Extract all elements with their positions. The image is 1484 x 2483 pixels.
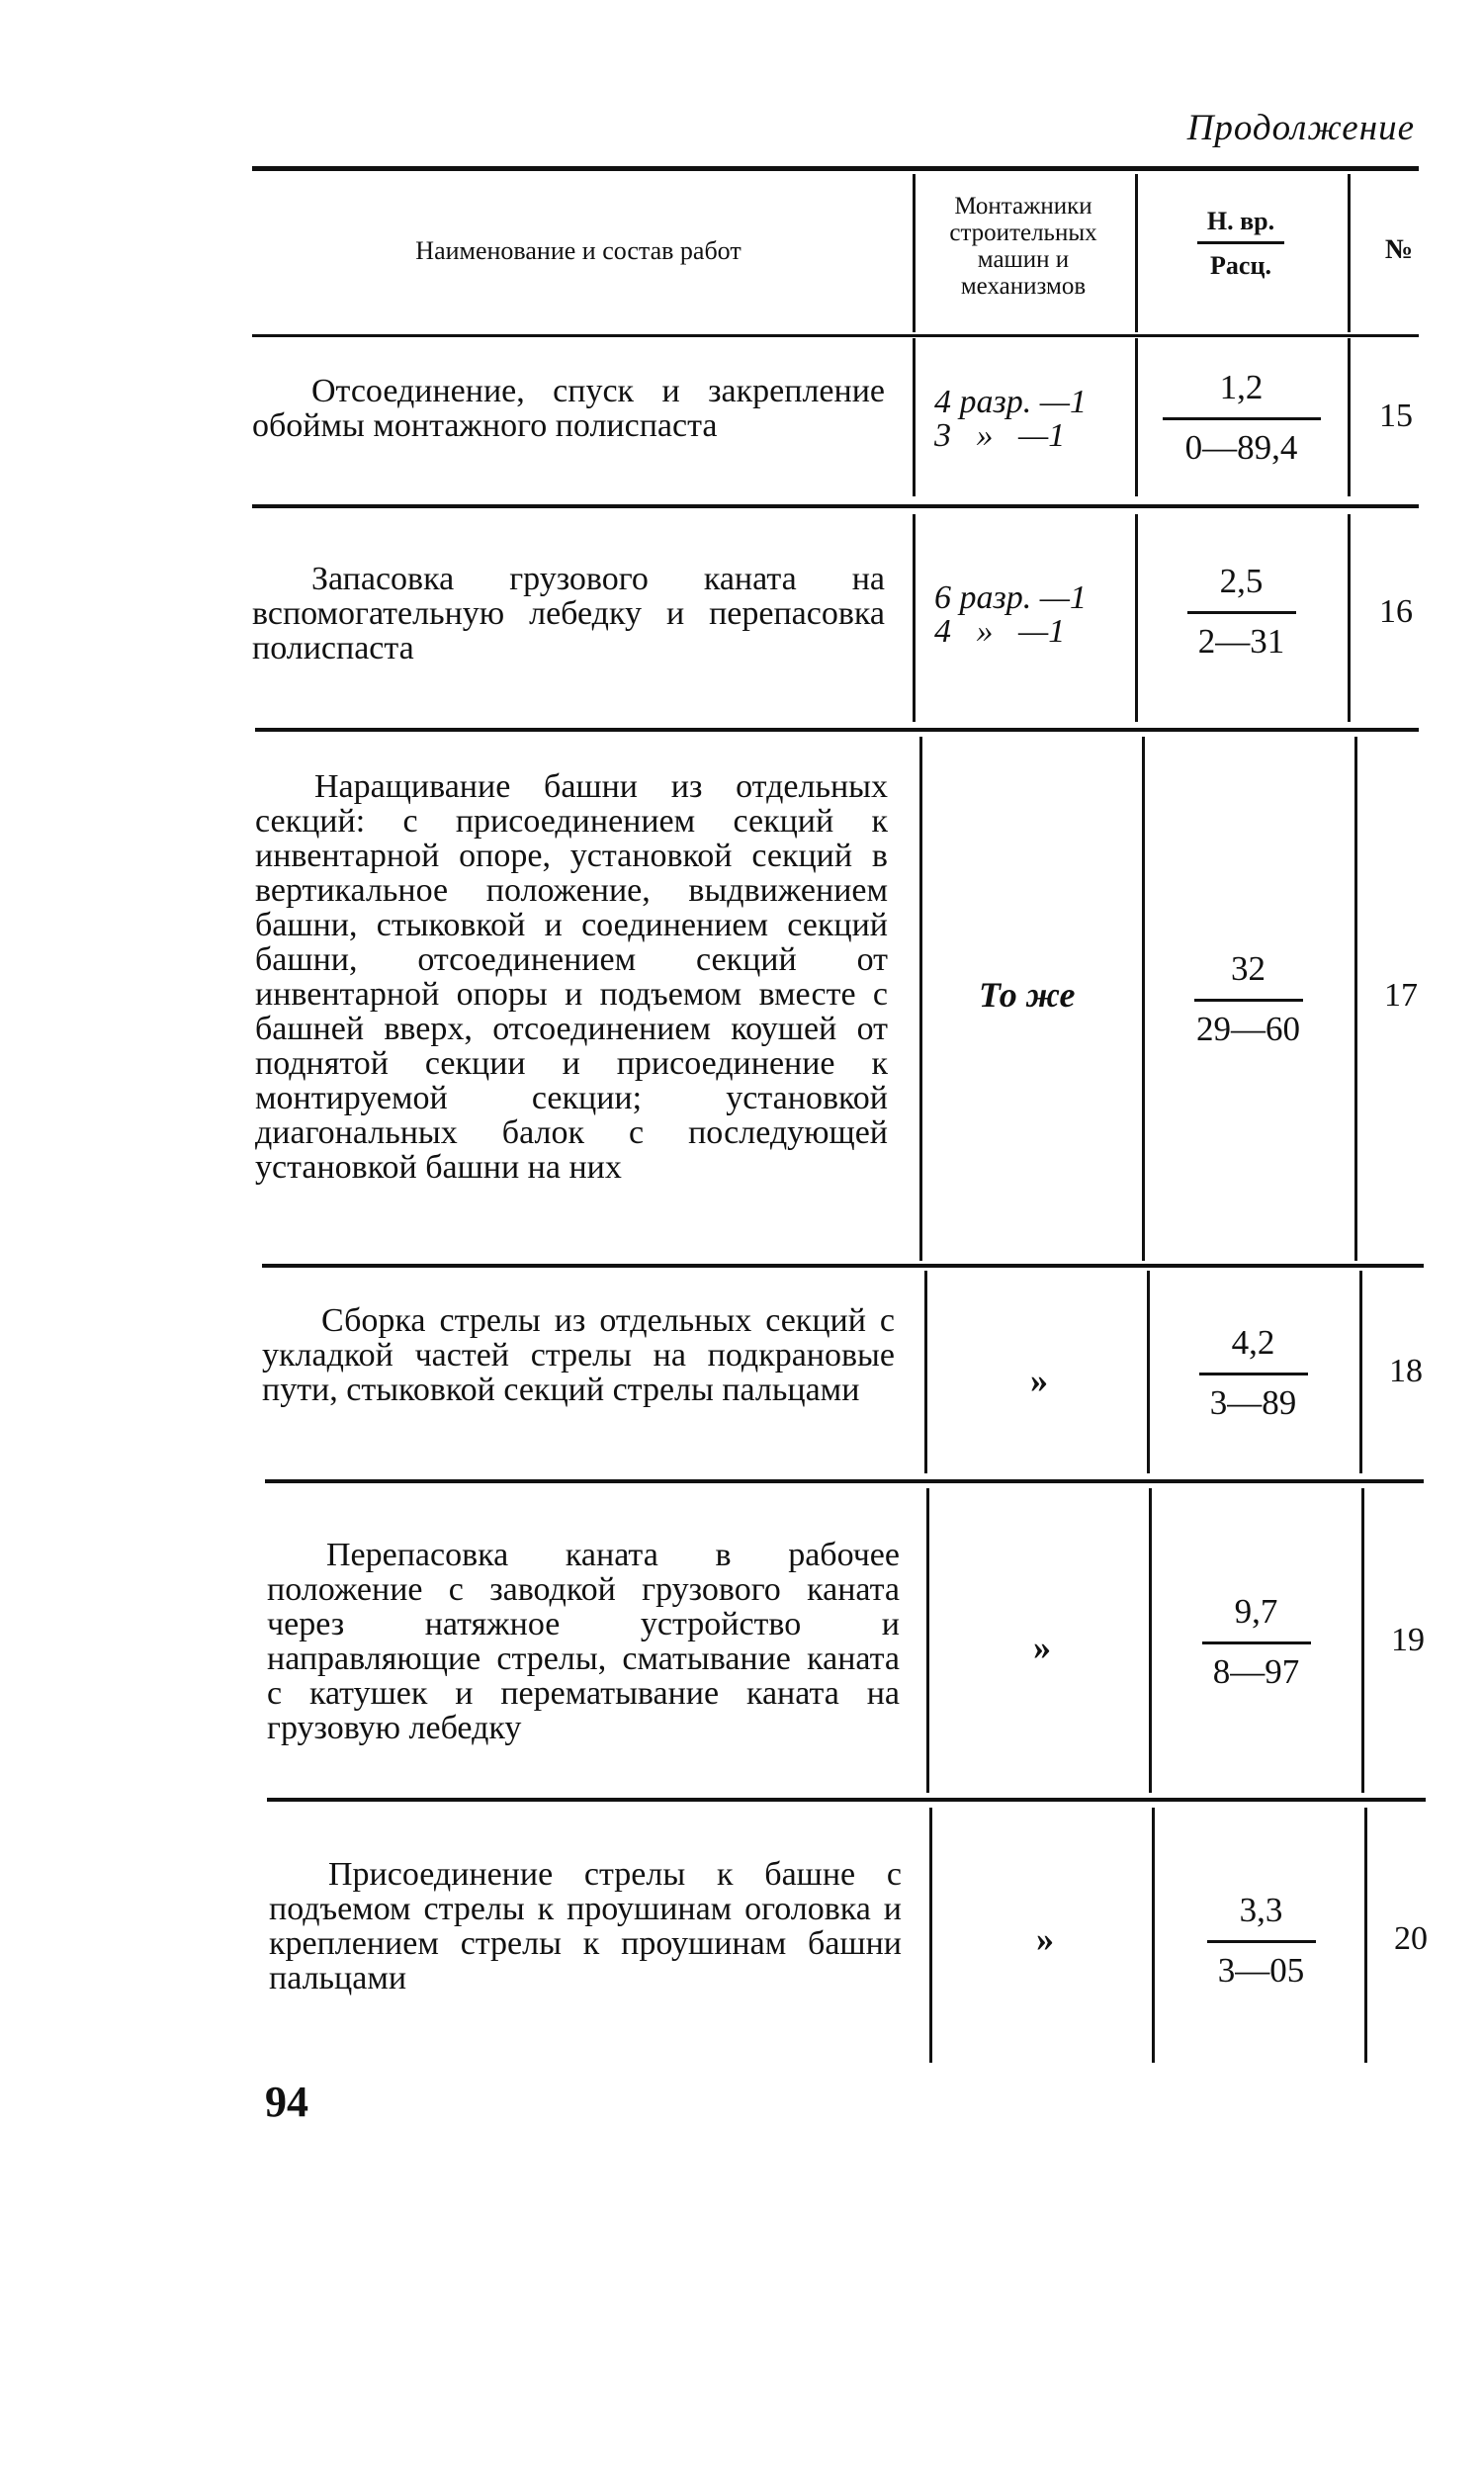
row-rule [267, 1798, 1426, 1802]
work-description: Отсоединение, спуск и закрепление обоймы монтажного полиспаста [252, 373, 885, 444]
row-divider [929, 1808, 932, 2063]
row-divider [1142, 737, 1145, 1261]
rate: 0—89,4 [1184, 428, 1298, 467]
norm-rate-fraction [1167, 1323, 1340, 1423]
row-divider [1149, 1488, 1152, 1793]
workers-composition: » [1036, 1919, 1054, 1959]
column-header-workers: Монтажники строительных машин и механизмов [949, 193, 1097, 300]
norm-rate-fraction [1170, 1592, 1343, 1692]
row-divider [1361, 1488, 1364, 1793]
row-rule [252, 504, 1419, 508]
table-top-rule [252, 166, 1419, 171]
row-divider [924, 1271, 927, 1473]
row-number: 17 [1384, 977, 1418, 1014]
workers-composition: » [1033, 1628, 1051, 1667]
column-header-norm [1137, 208, 1345, 280]
row-number: 15 [1379, 398, 1413, 434]
row-number: 19 [1391, 1622, 1425, 1658]
rate: 8—97 [1212, 1652, 1300, 1691]
workers-composition: 4 разр. —1 3 » —1 [934, 384, 1087, 454]
norm-time: 3,3 [1239, 1891, 1283, 1929]
row-divider [1359, 1271, 1362, 1473]
workers-composition: » [1030, 1361, 1048, 1400]
rate: 3—89 [1209, 1383, 1297, 1422]
norm-rate-fraction [1155, 562, 1328, 662]
rate-label: Расц. [1210, 251, 1271, 281]
row-divider [1152, 1808, 1155, 2063]
rate: 29—60 [1196, 1010, 1300, 1048]
row-divider [1354, 737, 1357, 1261]
rate: 3—05 [1217, 1951, 1305, 1990]
work-description: Запасовка грузового каната на вспомогательную лебедку и перепасовка полиспаста [252, 561, 885, 666]
norm-time: 32 [1231, 949, 1266, 988]
row-number: 20 [1394, 1920, 1428, 1957]
row-divider [926, 1488, 929, 1793]
norm-time-label: Н. вр. [1197, 208, 1284, 244]
row-divider [919, 737, 922, 1261]
row-divider [913, 338, 916, 496]
norm-rate-fraction [1155, 368, 1328, 468]
workers-composition: 6 разр. —1 4 » —1 [934, 579, 1087, 650]
row-divider [1364, 1808, 1367, 2063]
work-description: Наращивание башни из отдельных секций: с присоединением секций к инвентарной опоре, установкой секций в вертикальное положение, выдвижением башни, стыковкой и соединением секций башни, отсоединением секций от инвентарной опоры и подъемом вместе с башней вверх, отсоединением коушей от поднятой секции и присоединение к монтируемой секции; установкой диагональных балок с последующей установкой башни на них [255, 768, 888, 1186]
row-number: 16 [1379, 593, 1413, 630]
work-description: Перепасовка каната в рабочее положение с заводкой грузового каната через натяжное устройство и направляющие стрелы, сматывание каната с катушек и перематывание каната на грузовую лебедку [267, 1537, 900, 1746]
norm-time: 9,7 [1234, 1592, 1278, 1631]
rate: 2—31 [1197, 622, 1285, 661]
column-header-name: Наименование и состав работ [415, 236, 742, 265]
row-divider [913, 514, 916, 722]
header-bottom-rule [252, 334, 1419, 337]
row-divider [1348, 338, 1351, 496]
norm-time: 4,2 [1231, 1323, 1275, 1362]
row-divider [1135, 514, 1138, 722]
norm-rate-fraction [1175, 1891, 1348, 1991]
norm-time: 2,5 [1219, 562, 1264, 600]
row-divider [1135, 338, 1138, 496]
row-divider [1348, 514, 1351, 722]
row-number: 18 [1389, 1353, 1423, 1389]
workers-composition: То же [979, 975, 1076, 1015]
page-number: 94 [265, 2078, 308, 2126]
row-rule [255, 728, 1419, 732]
work-description: Присоединение стрелы к башне с подъемом стрелы к проушинам оголовка и креплением стрелы к проушинам башни пальцами [269, 1856, 902, 1996]
row-divider [1147, 1271, 1150, 1473]
work-description: Сборка стрелы из отдельных секций с укладкой частей стрелы на подкрановые пути, стыковкой секций стрелы пальцами [262, 1302, 895, 1408]
norm-rate-fraction [1162, 949, 1335, 1049]
row-rule [262, 1264, 1424, 1268]
norm-time: 1,2 [1219, 368, 1264, 406]
column-header-number: № [1384, 234, 1414, 265]
row-rule [265, 1479, 1424, 1483]
continued-label: Продолжение [1186, 108, 1415, 148]
